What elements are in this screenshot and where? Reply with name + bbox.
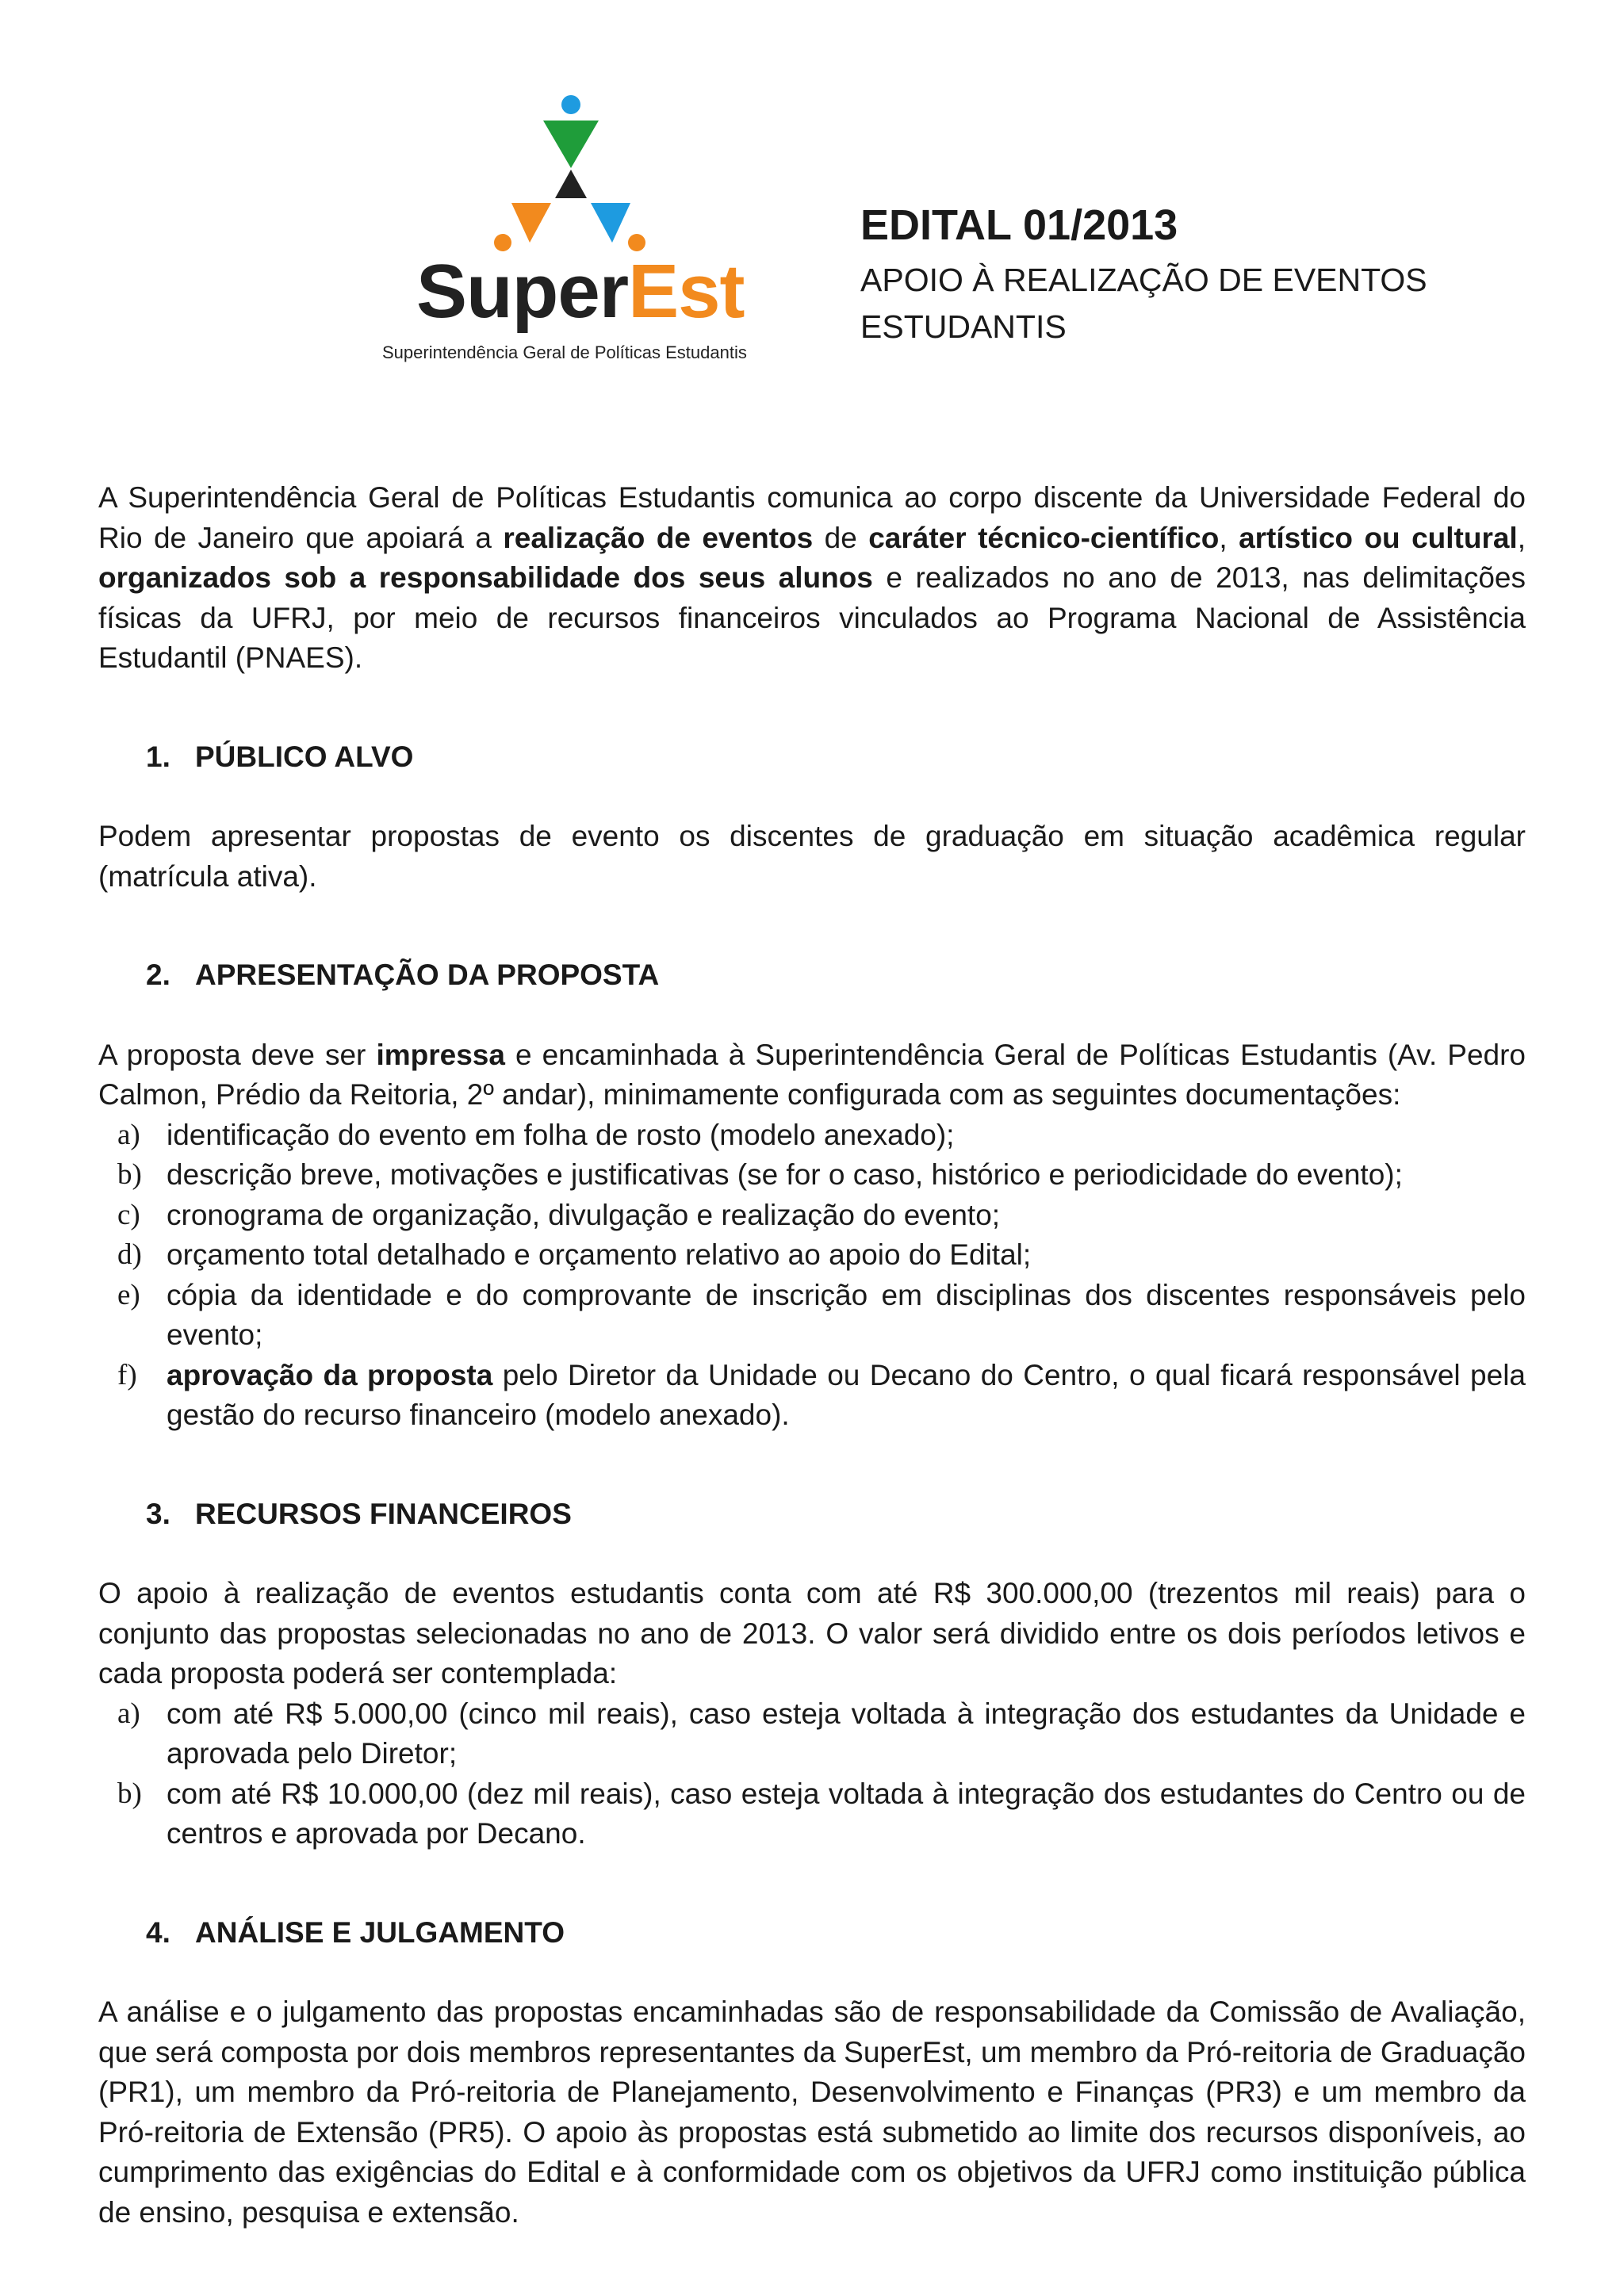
list-item-text: com até R$ 10.000,00 (dez mil reais), caso esteja voltada à integração dos estudantes do Centro ou de centros e aprovada por Decano. xyxy=(167,1777,1526,1850)
list-item xyxy=(98,1774,1526,1854)
section-paragraph-publico-alvo: Podem apresentar propostas de evento os discentes de graduação em situação acadêmica regular (matrícula ativa). xyxy=(98,820,1526,893)
section-number: 1. xyxy=(146,740,170,773)
superest-logo-icon xyxy=(468,87,674,262)
section-heading-recursos xyxy=(146,1494,1526,1535)
list-item-label: e) xyxy=(117,1278,140,1311)
intro-text-1: A Superintendência Geral de Políticas Estudantis comunica ao corpo discente da Universidade Federal do Rio de Janeiro que apoiará a xyxy=(98,481,1526,554)
list-item-text: pelo Diretor da Unidade ou Decano do Centro, o qual ficará responsável pela gestão do recurso financeiro (modelo anexado). xyxy=(167,1358,1526,1431)
section-paragraph-analise: A análise e o julgamento das propostas encaminhadas são de responsabilidade da Comissão de Avaliação, que será composta por dois membros representantes da SuperEst, um membro da Pró-reitoria de Graduação (PR1), um membro da Pró-reitoria de Planejamento, Desenvolvimento e Finanças (PR3) e um membro da Pró-reitoria de Extensão (PR5). O apoio às propostas está submetido ao limite dos recursos disponíveis, ao cumprimento das exigências do Edital e à conformidade com os objetivos da UFRJ como instituição pública de ensino, pesquisa e extensão. xyxy=(98,1996,1526,2229)
section-heading-publico-alvo xyxy=(146,737,1526,778)
intro-bold-4: organizados sob a responsabilidade dos seus alunos xyxy=(98,561,873,594)
list-item xyxy=(98,1235,1526,1276)
section-paragraph-recursos: O apoio à realização de eventos estudantis conta com até R$ 300.000,00 (trezentos mil reais) para o conjunto das propostas selecionadas no ano de 2013. O valor será dividido entre os dois períodos letivos e cada proposta poderá ser contemplada: xyxy=(98,1577,1526,1689)
intro-text-3: , xyxy=(1219,521,1239,554)
paragraph-text: e encaminhada à Superintendência Geral de Políticas Estudantis (Av. Pedro Calmon, Prédio da Reitoria, 2º andar), minimamente configurada com as seguintes documentações: xyxy=(98,1038,1526,1111)
list-item xyxy=(98,1155,1526,1196)
list-item xyxy=(98,1115,1526,1156)
intro-bold-3: artístico ou cultural xyxy=(1239,521,1518,554)
list-item-text: cópia da identidade e do comprovante de inscrição em disciplinas dos discentes responsáveis pelo evento; xyxy=(167,1278,1526,1351)
list-item-text: descrição breve, motivações e justificativas (se for o caso, histórico e periodicidade do evento); xyxy=(167,1158,1403,1191)
list-item-label: b) xyxy=(117,1158,142,1191)
list-item-text: identificação do evento em folha de rosto (modelo anexado); xyxy=(167,1118,955,1151)
section-heading-apresentacao xyxy=(146,955,1526,996)
list-item xyxy=(98,1356,1526,1436)
section-title: ANÁLISE E JULGAMENTO xyxy=(195,1915,565,1949)
edital-subtitle: APOIO À REALIZAÇÃO DE EVENTOS ESTUDANTIS xyxy=(860,262,1427,345)
list-item-label: b) xyxy=(117,1777,142,1810)
funding-list xyxy=(98,1694,1526,1854)
edital-title: EDITAL 01/2013 xyxy=(860,201,1178,249)
list-item xyxy=(98,1694,1526,1774)
list-item-label: c) xyxy=(117,1198,140,1231)
paragraph-text: A proposta deve ser xyxy=(98,1038,377,1071)
list-item-label: d) xyxy=(117,1238,142,1271)
list-item-text: com até R$ 5.000,00 (cinco mil reais), caso esteja voltada à integração dos estudantes da Unidade e aprovada pelo Diretor; xyxy=(167,1697,1526,1770)
section-title: RECURSOS FINANCEIROS xyxy=(195,1497,572,1530)
intro-bold-2: caráter técnico-científico xyxy=(868,521,1220,554)
section-number: 3. xyxy=(146,1497,170,1530)
intro-text-5: e realizados no ano de 2013, nas delimitações físicas da UFRJ, por meio de recursos financeiros vinculados ao Programa Nacional de Assistência Estudantil (PNAES). xyxy=(98,561,1526,674)
documentation-list xyxy=(98,1115,1526,1436)
section-heading-analise xyxy=(146,1913,1526,1954)
section-title: PÚBLICO ALVO xyxy=(195,740,414,773)
list-item-label: f) xyxy=(117,1358,137,1391)
intro-text-4: , xyxy=(1517,521,1526,554)
section-number: 2. xyxy=(146,959,170,991)
list-item-label: a) xyxy=(117,1118,140,1151)
list-item-label: a) xyxy=(117,1697,140,1730)
list-item xyxy=(98,1196,1526,1236)
list-item-text: orçamento total detalhado e orçamento relativo ao apoio do Edital; xyxy=(167,1238,1032,1271)
section-title: APRESENTAÇÃO DA PROPOSTA xyxy=(195,959,660,991)
intro-text-2: de xyxy=(813,521,869,554)
logo-wordmark xyxy=(416,249,745,334)
paragraph-bold: impressa xyxy=(376,1038,505,1071)
list-item xyxy=(98,1276,1526,1356)
superest-logo xyxy=(373,87,785,373)
list-item-bold: aprovação da proposta xyxy=(167,1358,493,1391)
logo-word-super: Super xyxy=(416,249,629,334)
intro-paragraph xyxy=(98,478,1526,679)
logo-word-est: Est xyxy=(628,249,745,334)
section-paragraph-apresentacao xyxy=(98,1035,1526,1115)
document-body xyxy=(98,478,1526,2233)
logo-subtitle: Superintendência Geral de Políticas Estudantis xyxy=(382,342,747,362)
intro-bold-1: realização de eventos xyxy=(503,521,814,554)
section-number: 4. xyxy=(146,1915,170,1949)
list-item-text: cronograma de organização, divulgação e realização do evento; xyxy=(167,1198,1001,1231)
document-header xyxy=(860,202,1463,350)
